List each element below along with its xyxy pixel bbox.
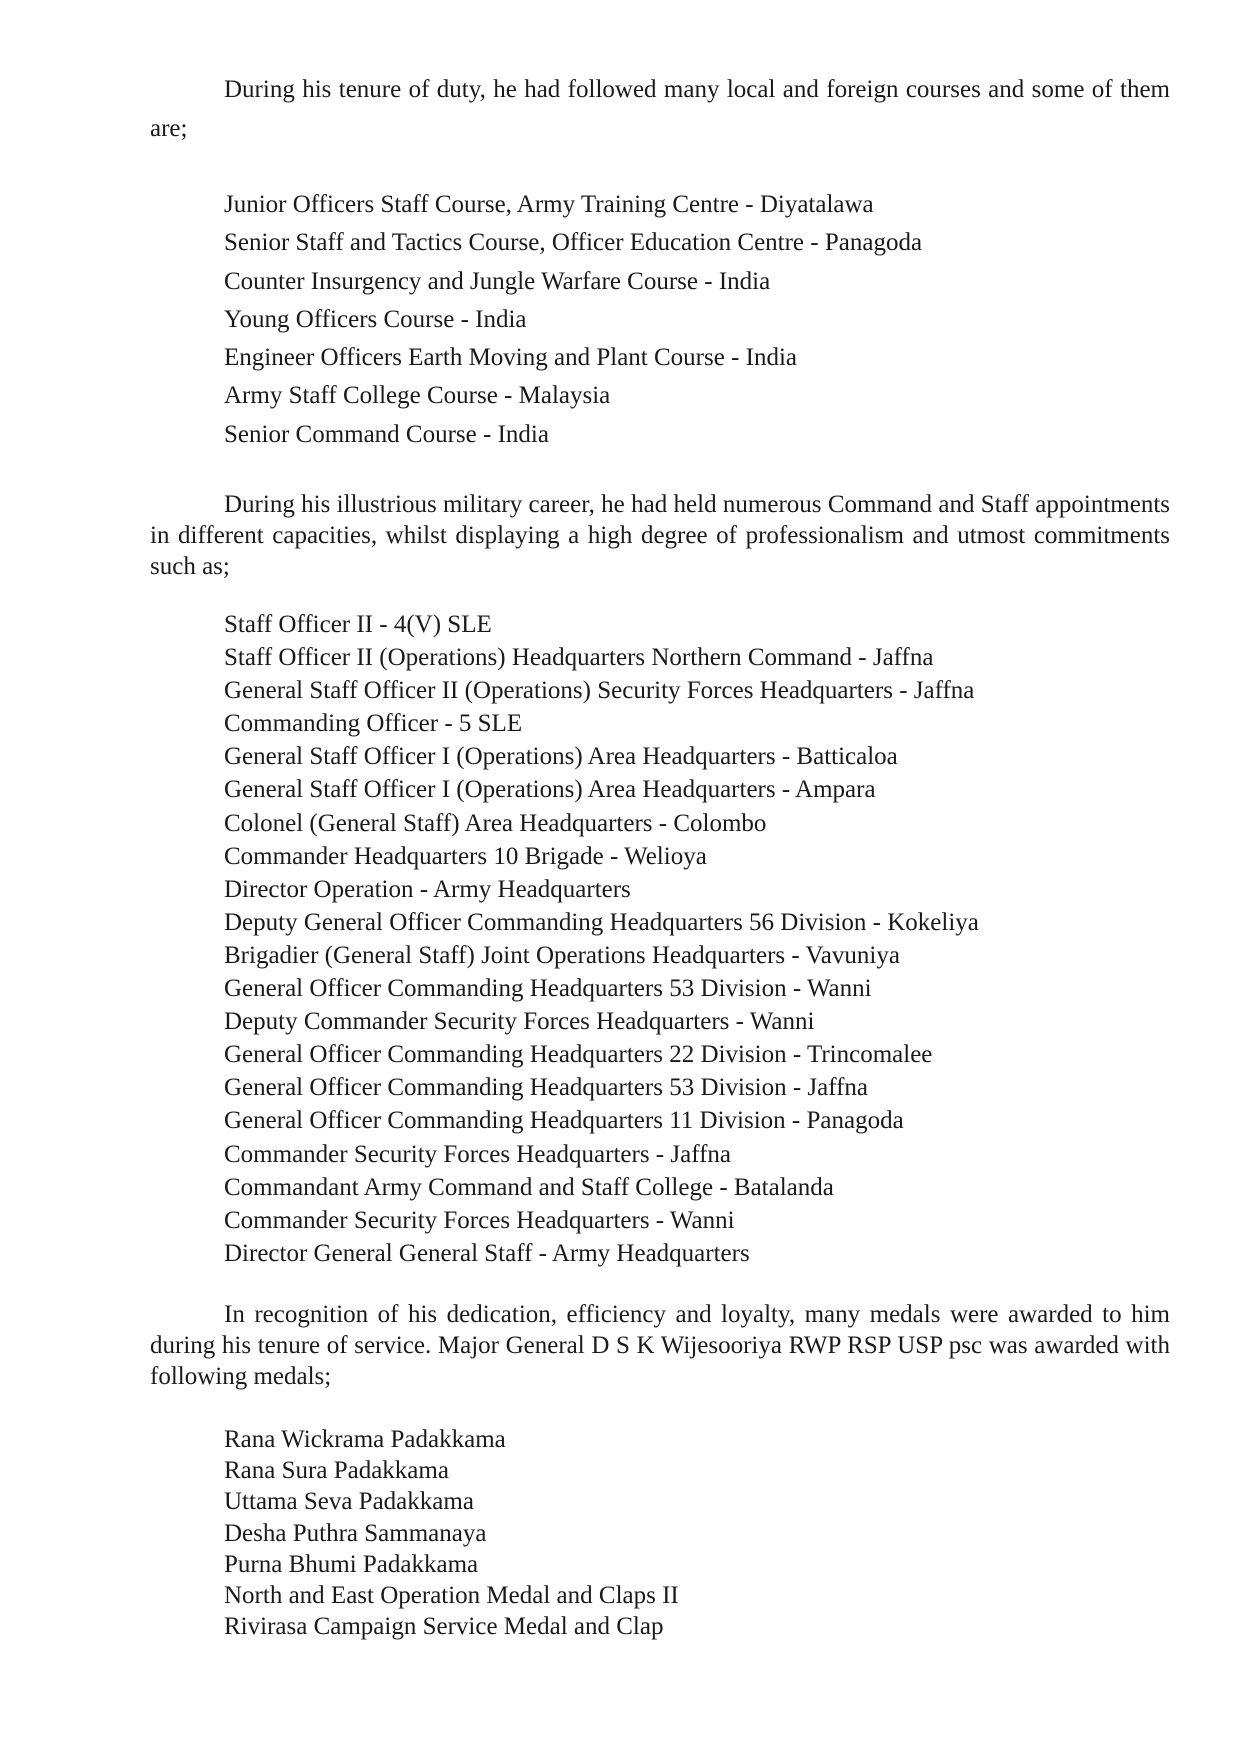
medals-intro-paragraph: In recognition of his dedication, efficiency and loyalty, many medals were awarded to him during his tenure of service. Major General D S K Wijesooriya RWP RSP USP psc was awarded with following medals; bbox=[150, 1301, 1170, 1390]
courses-list bbox=[224, 186, 922, 454]
course-item: Senior Command Course - India bbox=[224, 420, 549, 448]
medal-item: Rana Wickrama Padakkama bbox=[224, 1426, 506, 1453]
appointment-item: General Staff Officer II (Operations) Security Forces Headquarters - Jaffna bbox=[224, 677, 975, 705]
appointment-item: Commandant Army Command and Staff College - Batalanda bbox=[224, 1173, 834, 1201]
appointment-item: General Staff Officer I (Operations) Area Headquarters - Batticaloa bbox=[224, 743, 898, 771]
appointment-item: Director Operation - Army Headquarters bbox=[224, 875, 631, 903]
appointment-item: Staff Officer II (Operations) Headquarters Northern Command - Jaffna bbox=[224, 644, 934, 672]
appointment-item: General Officer Commanding Headquarters 11 Division - Panagoda bbox=[224, 1107, 904, 1135]
course-item: Young Officers Course - India bbox=[224, 305, 527, 333]
appointment-item: Commander Security Forces Headquarters - Jaffna bbox=[224, 1140, 732, 1168]
appointment-item: Director General General Staff - Army Headquarters bbox=[224, 1239, 750, 1267]
appointment-item: Staff Officer II - 4(V) SLE bbox=[224, 611, 492, 638]
appointment-item: Brigadier (General Staff) Joint Operations Headquarters - Vavuniya bbox=[224, 941, 900, 969]
appointment-item: Deputy General Officer Commanding Headquarters 56 Division - Kokeliya bbox=[224, 908, 979, 936]
medal-item: Desha Puthra Sammanaya bbox=[224, 1519, 487, 1547]
medals-list bbox=[224, 1424, 679, 1642]
medal-item: North and East Operation Medal and Claps II bbox=[224, 1581, 679, 1609]
medal-item: Purna Bhumi Padakkama bbox=[224, 1550, 479, 1578]
medal-item: Rivirasa Campaign Service Medal and Clap bbox=[224, 1613, 664, 1641]
appointment-item: Commander Headquarters 10 Brigade - Welioya bbox=[224, 842, 707, 870]
appointment-item: Commander Security Forces Headquarters - Wanni bbox=[224, 1206, 735, 1234]
appointments-list bbox=[224, 608, 979, 1270]
course-item: Engineer Officers Earth Moving and Plant Course - India bbox=[224, 344, 797, 372]
course-item: Counter Insurgency and Jungle Warfare Course - India bbox=[224, 267, 771, 295]
appointment-item: General Officer Commanding Headquarters 22 Division - Trincomalee bbox=[224, 1041, 933, 1069]
appointment-item: Commanding Officer - 5 SLE bbox=[224, 710, 523, 738]
appointment-item: Deputy Commander Security Forces Headquarters - Wanni bbox=[224, 1008, 815, 1036]
medal-item: Uttama Seva Padakkama bbox=[224, 1488, 474, 1516]
appointment-item: Colonel (General Staff) Area Headquarters - Colombo bbox=[224, 809, 767, 837]
course-item: Junior Officers Staff Course, Army Training Centre - Diyatalawa bbox=[224, 191, 874, 218]
courses-intro-paragraph: During his tenure of duty, he had followed many local and foreign courses and some of them are; bbox=[150, 76, 1170, 142]
appointments-intro-paragraph: During his illustrious military career, he had held numerous Command and Staff appointments in different capacities, whilst displaying a high degree of professionalism and utmost commitments such as; bbox=[150, 491, 1170, 580]
course-item: Army Staff College Course - Malaysia bbox=[224, 382, 611, 410]
course-item: Senior Staff and Tactics Course, Officer Education Centre - Panagoda bbox=[224, 229, 923, 257]
appointment-item: General Officer Commanding Headquarters 53 Division - Wanni bbox=[224, 975, 872, 1003]
appointment-item: General Staff Officer I (Operations) Area Headquarters - Ampara bbox=[224, 776, 876, 804]
medal-item: Rana Sura Padakkama bbox=[224, 1457, 449, 1485]
appointment-item: General Officer Commanding Headquarters 53 Division - Jaffna bbox=[224, 1074, 869, 1102]
